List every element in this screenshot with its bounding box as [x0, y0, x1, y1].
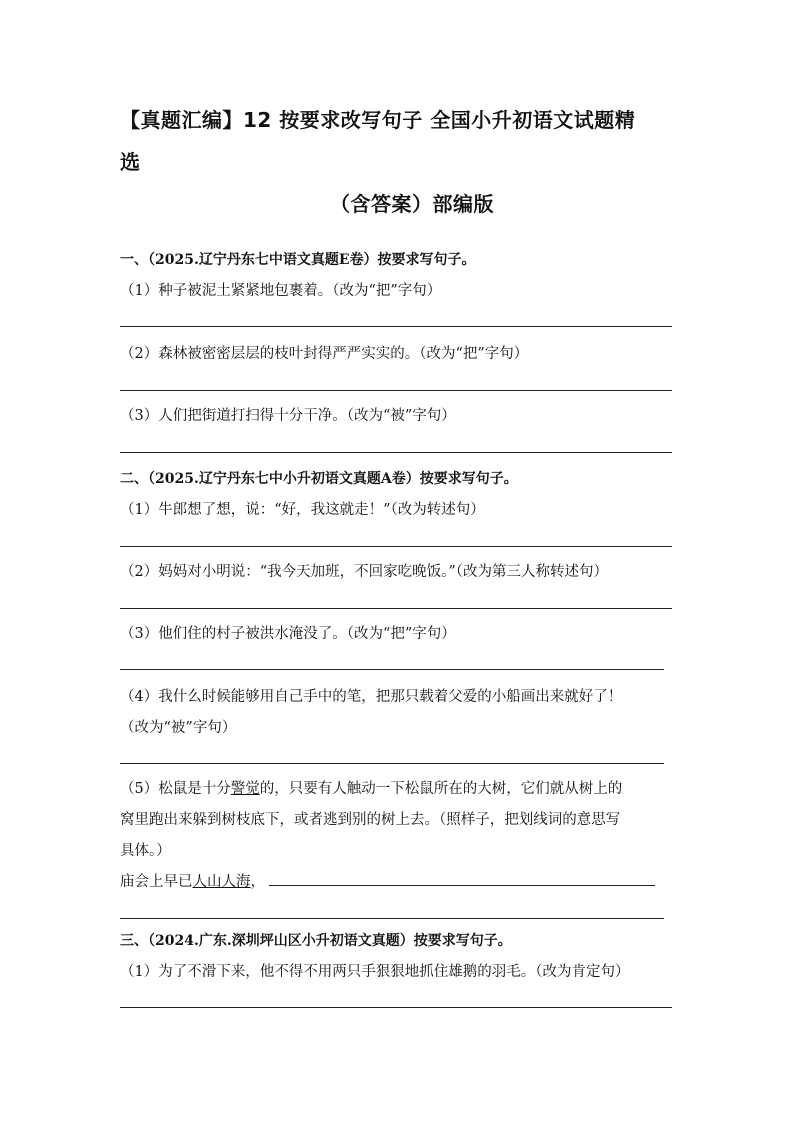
q5-text-b: 的，只要有人触动一下松鼠所在的大树，它们就从树上的 [259, 781, 623, 797]
answer-line [120, 546, 672, 547]
s2-question-5-line-2: 窝里跑出来躲到树枝底下，或者逃到别的树上去。（照样子，把划线词的意思写 [120, 812, 621, 828]
s2-question-4-line-1: （4）我什么时候能够用自己手中的笔，把那只载着父爱的小船画出来就好了！ [120, 689, 623, 705]
answer-line [120, 1007, 672, 1008]
answer-line [120, 669, 664, 670]
q5-example-text-a: 庙会上早已 [120, 874, 193, 890]
q5-underlined-word: 警觉 [230, 781, 260, 797]
s1-question-1: （1）种子被泥土紧紧地包裹着。（改为“把”字句） [120, 283, 442, 299]
s1-question-2: （2）森林被密密层层的枝叶封得严严实实的。（改为“把”字句） [120, 346, 529, 362]
q5-example-underlined-word: 人山人海 [192, 874, 251, 890]
answer-line [120, 608, 672, 609]
s1-question-3: （3）人们把街道打扫得十分干净。（改为“被”字句） [120, 408, 456, 424]
s2-question-2: （2）妈妈对小明说：“我今天加班，不回家吃晚饭。”（改为第三人称转述句） [120, 564, 609, 580]
section-2-heading: 二、（2025.辽宁丹东七中小升初语文真题A卷）按要求写句子。 [120, 471, 518, 487]
fill-in-blank-line [269, 871, 655, 886]
s2-question-4-line-2: （改为“被”字句） [120, 720, 237, 736]
s2-question-3: （3）他们住的村子被洪水淹没了。（改为“把”字句） [120, 626, 456, 642]
answer-line [120, 452, 672, 453]
answer-line [120, 918, 664, 919]
document-title-line-3: （含答案）部编版 [330, 192, 494, 216]
answer-line [120, 326, 672, 327]
document-title-line-1: 【真题汇编】12 按要求改写句子 全国小升初语文试题精 [120, 108, 636, 132]
section-1-heading: 一、（2025.辽宁丹东七中语文真题E卷）按要求写句子。 [120, 252, 476, 268]
answer-line [120, 390, 672, 391]
s2-question-5-line-3: 具体。） [120, 843, 171, 859]
s3-question-1: （1）为了不滑下来，他不得不用两只手狠狠地抓住雄鹅的羽毛。（改为肯定句） [120, 964, 630, 980]
answer-line [120, 763, 664, 764]
s2-question-1: （1）牛郎想了想，说：“好，我这就走！”（改为转述句） [120, 502, 485, 518]
document-title-line-2: 选 [120, 150, 141, 174]
q5-example-text-b: ， [250, 874, 265, 890]
s2-question-5-line-1 [120, 777, 622, 798]
s2-question-5-line-4 [120, 870, 655, 891]
section-3-heading: 三、（2024.广东.深圳坪山区小升初语文真题）按要求写句子。 [120, 933, 512, 949]
q5-text-a: （5）松鼠是十分 [120, 781, 231, 797]
